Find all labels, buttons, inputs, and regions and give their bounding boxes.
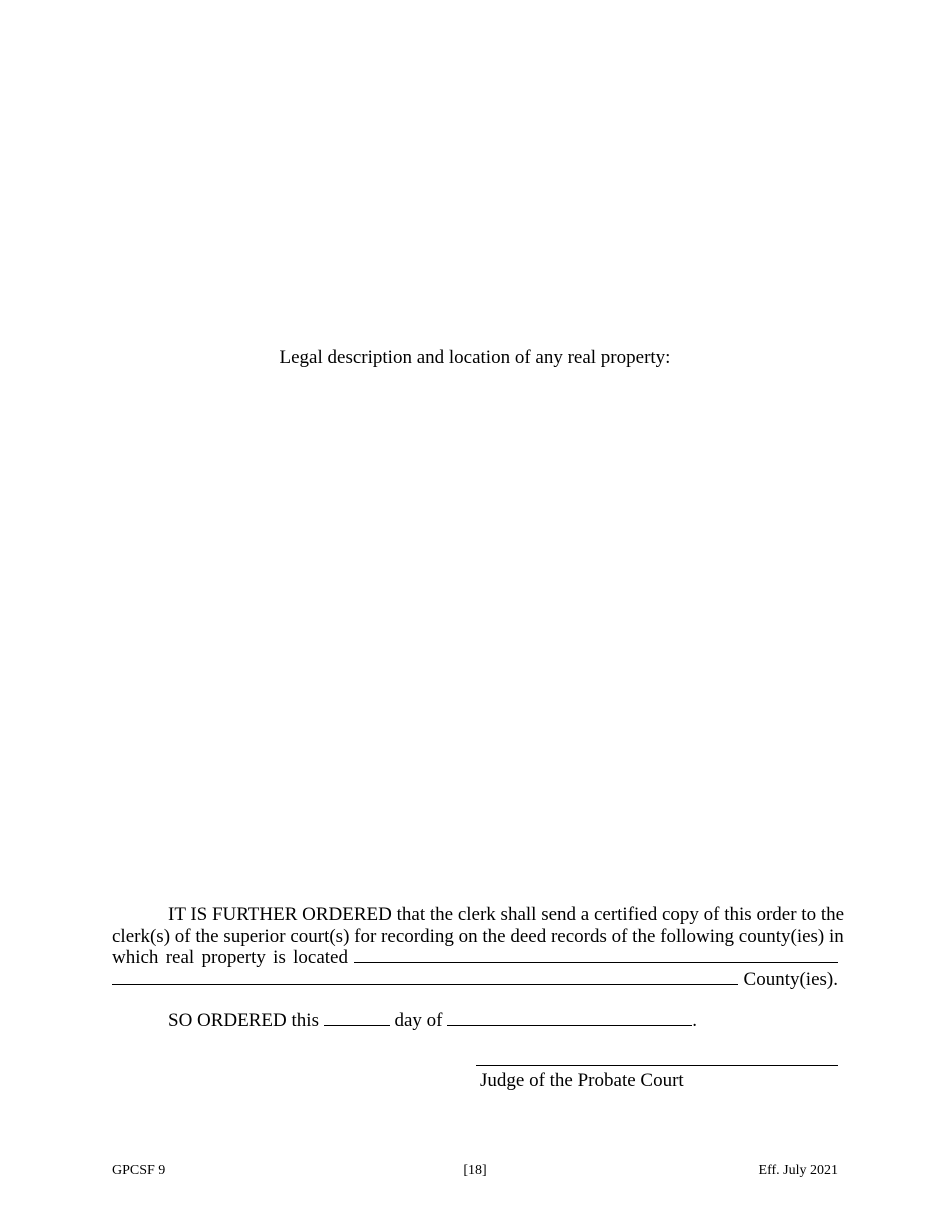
order-line-4	[112, 969, 838, 991]
judge-signature-line[interactable]	[476, 1048, 838, 1066]
footer-effective-date: Eff. July 2021	[758, 1163, 838, 1178]
so-ordered-prefix: SO ORDERED this	[168, 1010, 319, 1031]
county-blank-field[interactable]	[112, 969, 738, 985]
judge-signature-label: Judge of the Probate Court	[480, 1070, 684, 1091]
county-label: County(ies).	[743, 968, 838, 990]
order-line-1: IT IS FURTHER ORDERED that the clerk shall send a certified copy of this order to the	[168, 904, 845, 925]
day-of-label: day of	[394, 1010, 443, 1031]
located-label: which real property is located	[112, 947, 348, 968]
so-ordered-line	[168, 1009, 697, 1033]
order-line-3	[112, 947, 838, 969]
further-ordered-paragraph	[112, 904, 845, 990]
so-ordered-period: .	[692, 1010, 697, 1031]
legal-description-heading: Legal description and location of any real property:	[279, 347, 671, 368]
located-blank-field[interactable]	[354, 947, 838, 963]
month-blank-field[interactable]	[447, 1010, 692, 1026]
footer-form-id: GPCSF 9	[112, 1163, 166, 1178]
day-blank-field[interactable]	[324, 1010, 390, 1026]
order-line-2: clerk(s) of the superior court(s) for recording on the deed records of the following county(ies) in	[112, 925, 844, 947]
footer-page-number: [18]	[463, 1163, 487, 1178]
